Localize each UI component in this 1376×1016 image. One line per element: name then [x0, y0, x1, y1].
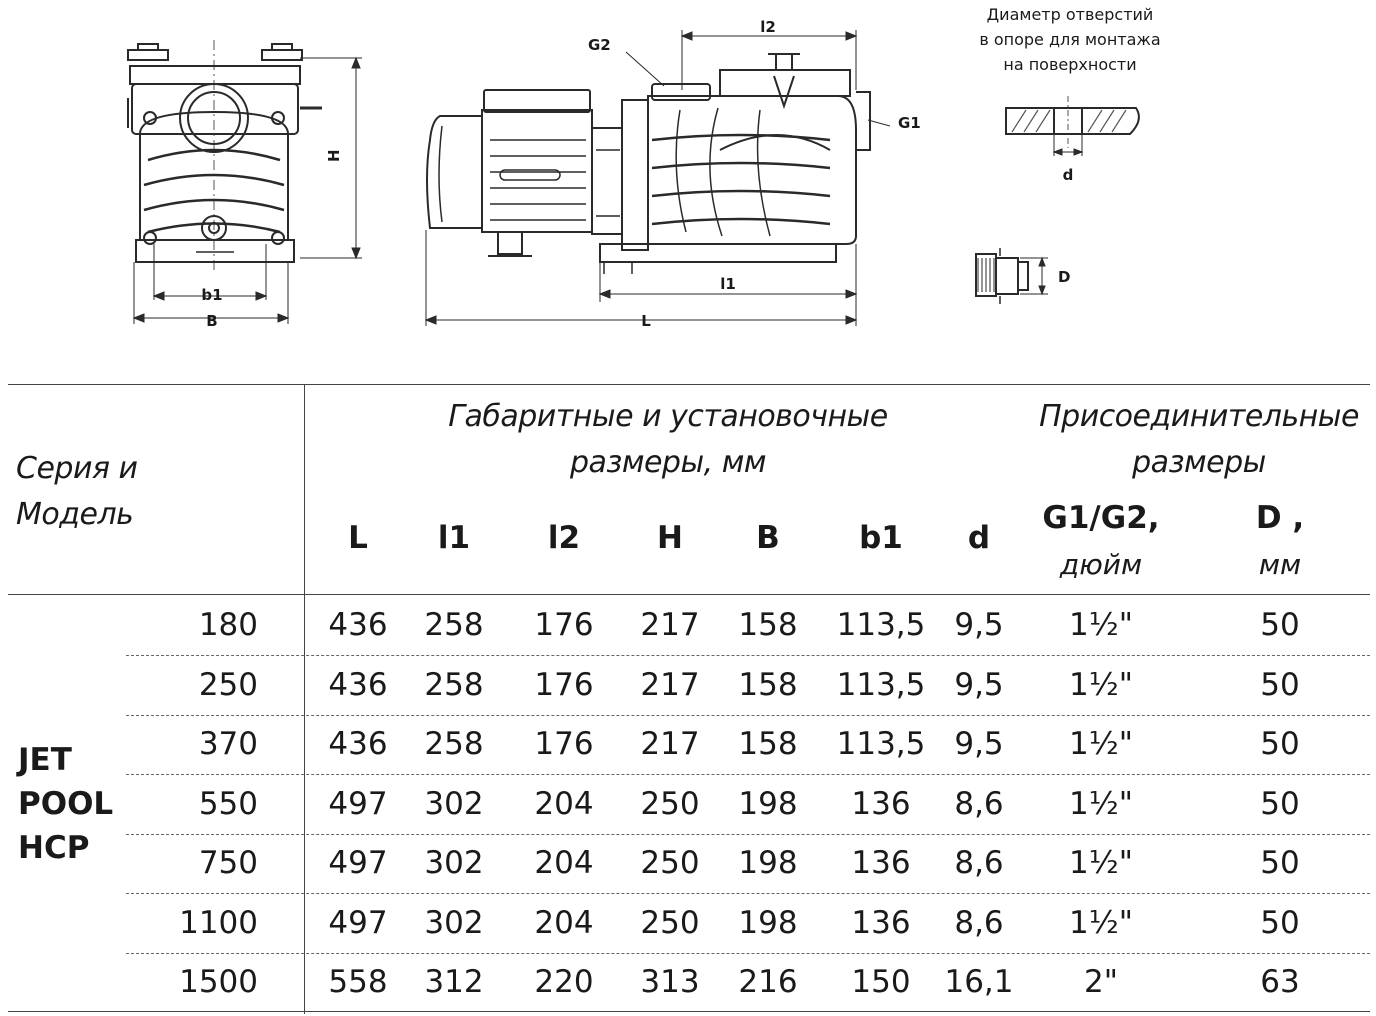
- cell-b1: 113,5: [836, 666, 926, 703]
- cell-d: 16,1: [944, 964, 1014, 1000]
- label-l2: l2: [760, 18, 776, 36]
- cell-L: 436: [328, 726, 388, 762]
- cell-D: 50: [1260, 666, 1300, 703]
- cell-model: 250: [198, 666, 258, 703]
- column-header-b1: b1: [859, 520, 903, 556]
- column-header-D: D ,: [1255, 500, 1305, 536]
- note-line-2: в опоре для монтажа: [979, 30, 1161, 49]
- cell-l1: 302: [424, 845, 484, 881]
- cell-l1: 302: [424, 904, 484, 941]
- cell-d: 8,6: [954, 785, 1004, 822]
- cell-D: 50: [1260, 904, 1300, 941]
- cell-b1: 113,5: [836, 607, 926, 643]
- cell-D: 50: [1260, 607, 1300, 643]
- column-unit-mm: мм: [1258, 548, 1302, 581]
- column-header-l2: l2: [547, 520, 581, 556]
- cell-l1: 258: [424, 607, 484, 643]
- table-top-border: [8, 384, 1370, 385]
- cell-l1: 312: [424, 964, 484, 1000]
- column-header-g1g2: G1/G2,: [1042, 500, 1160, 536]
- note-line-1: Диаметр отверстий: [986, 5, 1154, 24]
- cell-B: 158: [738, 607, 798, 643]
- cell-d: 9,5: [954, 607, 1004, 643]
- cell-l2: 220: [534, 964, 594, 1000]
- table-row: [8, 775, 1370, 834]
- mounting-hole-note: [950, 2, 1190, 77]
- technical-drawing: [0, 0, 1376, 380]
- cell-l1: 258: [424, 726, 484, 762]
- header-connection-group: Присоединительные размеры: [1039, 399, 1359, 480]
- cell-g1g2: 1½": [1068, 607, 1134, 643]
- cell-D: 50: [1260, 726, 1300, 762]
- cell-l2: 176: [534, 666, 594, 703]
- cell-H: 313: [640, 964, 700, 1000]
- column-header-H: H: [657, 520, 683, 556]
- cell-model: 370: [198, 726, 258, 762]
- column-header-d: d: [967, 520, 991, 556]
- cell-H: 250: [640, 845, 700, 881]
- label-L: L: [641, 312, 651, 330]
- cell-B: 198: [738, 845, 798, 881]
- cell-g1g2: 1½": [1068, 904, 1134, 941]
- cell-D: 50: [1260, 845, 1300, 881]
- cell-L: 497: [328, 904, 388, 941]
- cell-B: 158: [738, 726, 798, 762]
- cell-l2: 204: [534, 845, 594, 881]
- pump-front-view: [128, 40, 362, 324]
- dim-l1: [600, 244, 856, 302]
- cell-H: 217: [640, 666, 700, 703]
- cell-b1: 150: [851, 964, 911, 1000]
- label-G2: G2: [588, 36, 611, 54]
- cell-L: 497: [328, 785, 388, 822]
- header-dimensions-group: Габаритные и установочные размеры, мм: [448, 399, 888, 480]
- cell-l2: 176: [534, 726, 594, 762]
- cell-d: 8,6: [954, 845, 1004, 881]
- cell-g1g2: 1½": [1068, 666, 1134, 703]
- label-l1: l1: [720, 275, 736, 293]
- fitting-detail: [976, 248, 1048, 304]
- cell-l1: 302: [424, 785, 484, 822]
- table-row: [8, 596, 1370, 655]
- column-header-l1: l1: [437, 520, 471, 556]
- label-d: d: [1062, 166, 1074, 184]
- cell-D: 50: [1260, 785, 1300, 822]
- header-series: Серия и Модель: [16, 451, 138, 532]
- cell-model: 750: [198, 845, 258, 881]
- mounting-hole-detail: [1006, 96, 1139, 156]
- cell-D: 63: [1260, 964, 1300, 1000]
- label-H: H: [325, 149, 343, 162]
- cell-H: 217: [640, 607, 700, 643]
- header-bottom-border: [8, 594, 1370, 595]
- cell-H: 217: [640, 726, 700, 762]
- cell-B: 158: [738, 666, 798, 703]
- cell-B: 216: [738, 964, 798, 1000]
- cell-model: 180: [198, 607, 258, 643]
- cell-l1: 258: [424, 666, 484, 703]
- cell-b1: 136: [851, 904, 911, 941]
- table-row: [8, 715, 1370, 774]
- note-line-3: на поверхности: [1003, 55, 1137, 74]
- cell-B: 198: [738, 785, 798, 822]
- cell-model: 550: [198, 785, 258, 822]
- cell-l2: 204: [534, 785, 594, 822]
- cell-model: 1500: [179, 964, 258, 1000]
- label-G1: G1: [898, 114, 921, 132]
- table-row: [8, 894, 1370, 953]
- column-header-L: L: [348, 520, 368, 556]
- column-unit-inch: дюйм: [1059, 548, 1143, 581]
- cell-b1: 136: [851, 785, 911, 822]
- dimensions-table: [8, 384, 1370, 1014]
- cell-b1: 113,5: [836, 726, 926, 762]
- column-header-B: B: [756, 520, 780, 556]
- cell-g1g2: 1½": [1068, 845, 1134, 881]
- label-B: B: [206, 312, 218, 330]
- cell-g1g2: 1½": [1068, 726, 1134, 762]
- cell-H: 250: [640, 785, 700, 822]
- table-row: [8, 656, 1370, 715]
- label-b1: b1: [201, 286, 223, 304]
- cell-L: 497: [328, 845, 388, 881]
- cell-L: 436: [328, 666, 388, 703]
- label-D: D: [1058, 268, 1071, 286]
- cell-L: 558: [328, 964, 388, 1000]
- table-row: [8, 953, 1370, 1012]
- cell-d: 8,6: [954, 904, 1004, 941]
- series-label: JET POOL HCP: [18, 742, 114, 866]
- cell-H: 250: [640, 904, 700, 941]
- cell-d: 9,5: [954, 726, 1004, 762]
- cell-L: 436: [328, 607, 388, 643]
- table-row: [8, 834, 1370, 893]
- cell-g1g2: 2": [1084, 964, 1118, 1000]
- cell-l2: 176: [534, 607, 594, 643]
- cell-b1: 136: [851, 845, 911, 881]
- cell-g1g2: 1½": [1068, 785, 1134, 822]
- cell-model: 1100: [179, 904, 258, 941]
- cell-l2: 204: [534, 904, 594, 941]
- pump-side-view: [426, 30, 890, 326]
- dim-l2: [682, 30, 856, 90]
- cell-d: 9,5: [954, 666, 1004, 703]
- cell-B: 198: [738, 904, 798, 941]
